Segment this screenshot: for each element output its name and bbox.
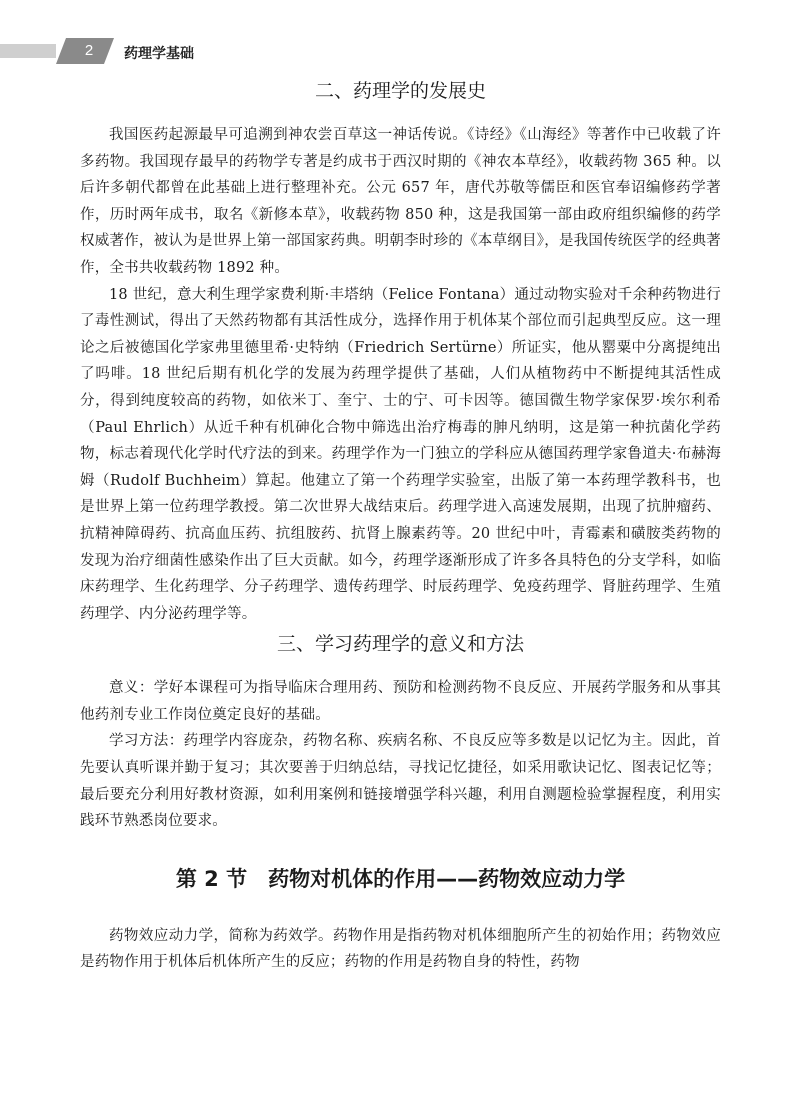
running-header xyxy=(0,38,800,64)
header-band xyxy=(0,44,56,58)
page-number: 2 xyxy=(84,42,94,59)
paragraph: 药物效应动力学，简称为药效学。药物作用是指药物对机体细胞所产生的初始作用；药物效应是药物作用于机体后机体所产生的反应；药物的作用是药物自身的特性，药物 xyxy=(80,927,721,971)
chapter-heading: 第 2 节 药物对机体的作用——药物效应动力学 xyxy=(175,866,626,891)
page-body xyxy=(80,76,721,976)
section-heading-history: 二、药理学的发展史 xyxy=(314,80,486,102)
paragraph: 学习方法：药理学内容庞杂，药物名称、疾病名称、不良反应等多数是以记忆为主。因此，首先要认真听课并勤于复习；其次要善于归纳总结，寻找记忆捷径，如采用歌诀记忆、图表记忆等；最后要充分利用好教材资源，如利用案例和链接增强学科兴趣，利用自测题检验掌握程度，利用实践环节熟悉岗位要求。 xyxy=(80,733,721,830)
book-title: 药理学基础 xyxy=(124,46,194,62)
paragraph: 意义：学好本课程可为指导临床合理用药、预防和检测药物不良反应、开展药学服务和从事其他药剂专业工作岗位奠定良好的基础。 xyxy=(80,680,721,723)
paragraph: 我国医药起源最早可追溯到神农尝百草这一神话传说。《诗经》《山海经》等著作中已收载了许多药物。我国现存最早的药物学专著是约成书于西汉时期的《神农本草经》，收载药物 365 种。以后许多朝代都曾在此基础上进行整理补充。公元 657 年，唐代苏敬等儒臣和医官奉诏编修药学著作，历时两年成书，取名《新修本草》，收载药物 850 种，这是我国第一部由政府组织编修的药学权威著作，被认为是世界上第一部国家药典。明朝李时珍的《本草纲目》，是我国传统医学的经典著作，全书共收载药物 1892 种。 xyxy=(80,127,721,276)
paragraph: 18 世纪，意大利生理学家费利斯·丰塔纳（Felice Fontana）通过动物实验对千余种药物进行了毒性测试，得出了天然药物都有其活性成分，选择作用于机体某个部位而引起典型反应。这一理论之后被德国化学家弗里德里希·史特纳（Friedrich Sertürne）所证实，他从罂粟中分离提纯出了吗啡。18 世纪后期有机化学的发展为药理学提供了基础，人们从植物药中不断提纯其活性成分，得到纯度较高的药物，如依米丁、奎宁、士的宁、可卡因等。德国微生物学家保罗·埃尔利希（Paul Ehrlich）从近千种有机砷化合物中筛选出治疗梅毒的胂凡纳明，这是第一种抗菌化学药物，标志着现代化学时代疗法的到来。药理学作为一门独立的学科应从德国药理学家鲁道夫·布赫海姆（Rudolf Buchheim）算起。他建立了第一个药理学实验室，出版了第一本药理学教科书，也是世界上第一位药理学教授。第二次世界大战结束后。药理学进入高速发展期，出现了抗肿瘤药、抗精神障碍药、抗高血压药、抗组胺药、抗肾上腺素药等。20 世纪中叶，青霉素和磺胺类药物的发现为治疗细菌性感染作出了巨大贡献。如今，药理学逐渐形成了许多各具特色的分支学科，如临床药理学、生化药理学、分子药理学、遗传药理学、时辰药理学、免疫药理学、肾脏药理学、生殖药理学、内分泌药理学等。 xyxy=(80,286,721,622)
section-heading-significance: 三、学习药理学的意义和方法 xyxy=(276,633,524,656)
